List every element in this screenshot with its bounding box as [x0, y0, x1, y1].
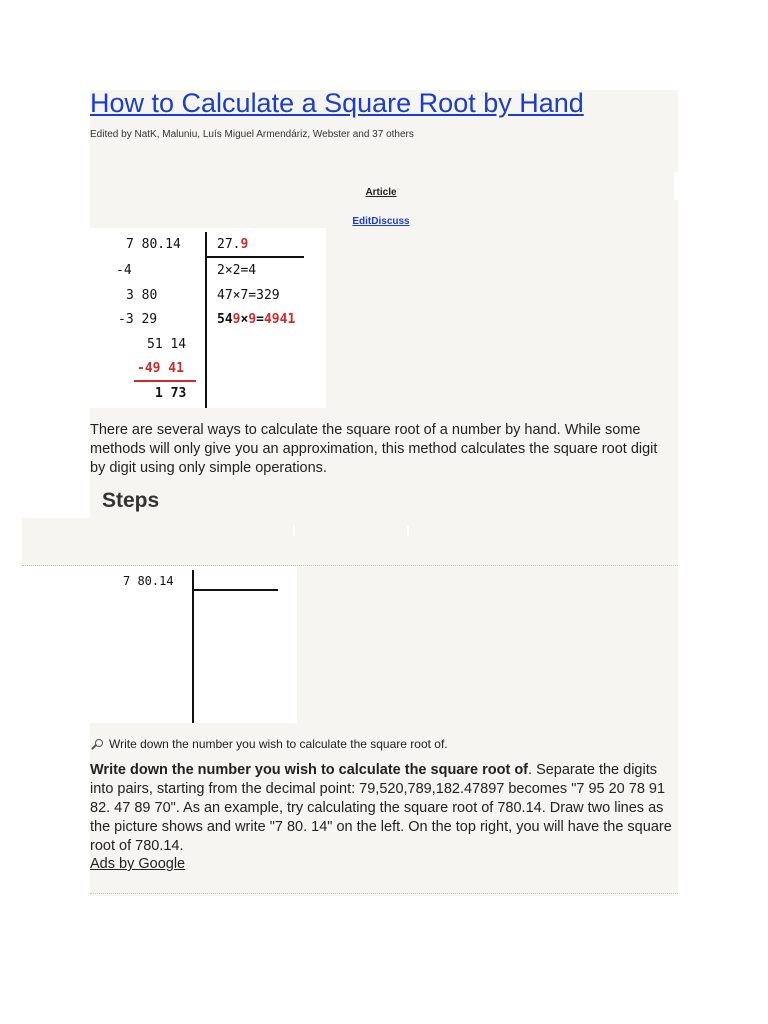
step3-digit1: 9 [232, 312, 241, 327]
step1-figure-number: 7 80.14 [123, 574, 174, 588]
step3-eq: = [256, 312, 264, 327]
long-division-figure [90, 228, 326, 408]
figure-step-2: 47×7=329 [217, 288, 280, 303]
root-new-digit: 9 [240, 237, 249, 252]
edit-discuss-link[interactable]: EditDiscuss [352, 216, 410, 227]
step1-bold-lead: Write down the number you wish to calculate the square root of [90, 762, 529, 778]
step1-figure-vertical [192, 570, 194, 723]
steps-band [22, 518, 678, 566]
figure-line-4: -3 29 [118, 312, 158, 327]
article-title[interactable]: How to Calculate a Square Root by Hand [90, 88, 584, 118]
root-prefix: 27. [217, 237, 241, 252]
step1-caption [90, 737, 448, 751]
steps-heading: Steps [102, 489, 160, 512]
figure-red-rule [134, 380, 196, 382]
band-mark [407, 526, 409, 536]
figure-divider-horizontal [205, 256, 304, 258]
step1-figure [90, 566, 297, 723]
magnify-icon[interactable] [90, 739, 106, 751]
figure-line-3: 3 80 [126, 288, 158, 303]
figure-line-1: 7 80.14 [126, 237, 181, 252]
figure-step-1: 2×2=4 [217, 263, 257, 278]
step1-body: . Separate the digits into pairs, starting from the decimal point: 79,520,789,182.47897 becomes "7 95 20 78 91 82. 47 89 70". As an example, try calculating the square root of 780.14. Draw two lines as the picture shows and write "7 80. 14" on the left. On the top right, you will have the square root of 780.14. [90, 762, 672, 854]
ads-by-google-link[interactable]: Ads by Google [90, 856, 186, 872]
figure-line-5: 51 14 [147, 337, 187, 352]
figure-divider-vertical [205, 232, 207, 408]
step3-result: 4941 [263, 312, 296, 327]
bottom-divider [90, 893, 678, 894]
figure-line-6: -49 41 [137, 361, 184, 376]
step3-digit2: 9 [248, 312, 257, 327]
root-value [217, 237, 248, 252]
step1-caption-text: Write down the number you wish to calculate the square root of. [109, 737, 448, 751]
step3-prefix: 54 [217, 312, 233, 327]
band-mark [293, 526, 295, 536]
figure-line-2: -4 [116, 263, 132, 278]
step1-figure-horizontal [192, 589, 278, 591]
edited-by-credits: Edited by NatK, Maluniu, Luís Miguel Armendáriz, Webster and 37 others [90, 129, 414, 140]
step3-times: × [240, 312, 249, 327]
figure-step-3 [217, 312, 295, 327]
intro-paragraph: There are several ways to calculate the square root of a number by hand. While some methods will only give you an approximation, this method calculates the square root digit by digit using only simple operations. [90, 422, 658, 476]
step1-text [90, 761, 678, 856]
article-tab-link[interactable]: Article [365, 187, 397, 198]
panel-notch [674, 172, 680, 200]
figure-line-7: 1 73 [155, 386, 187, 401]
